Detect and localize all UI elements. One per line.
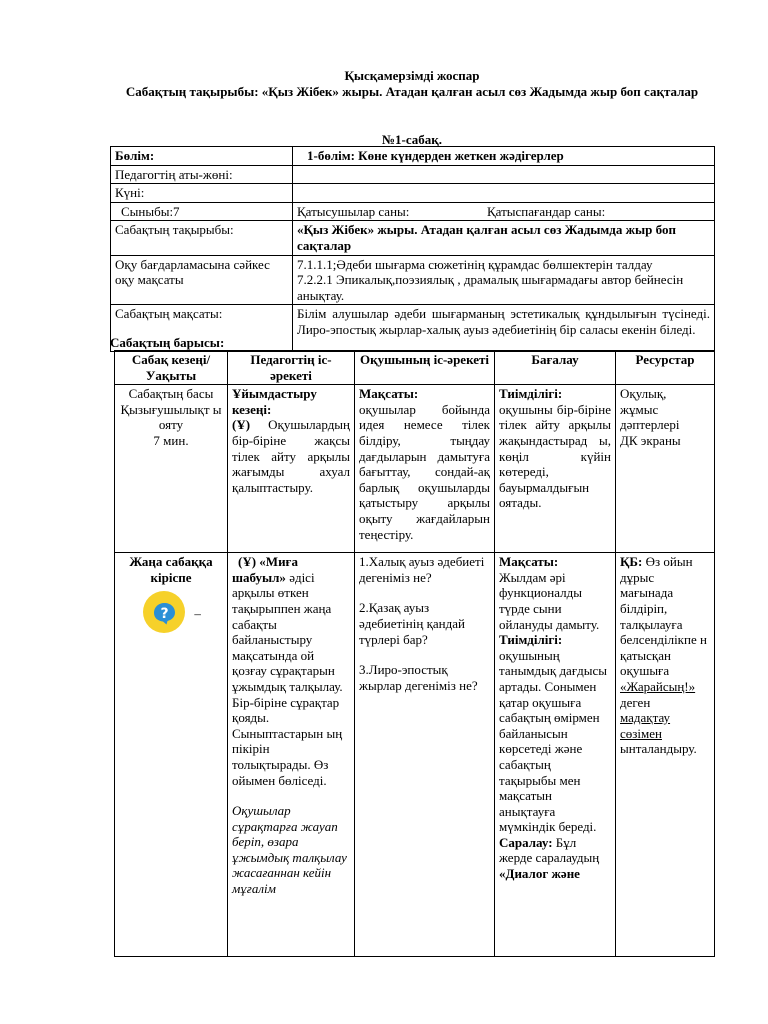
stage-cell xyxy=(115,553,228,957)
stage-time: 7 мин. xyxy=(153,432,189,448)
class-label: Сыныбы:7 xyxy=(111,202,293,221)
col-header-stage: Сабақ кезеңі/Уақыты xyxy=(115,351,228,385)
present-count-label: Қатысушылар саны: xyxy=(297,203,410,219)
assessment-goal-text: Жылдам әрі функционалды түрде сыни ойлануды дамыту. xyxy=(499,569,600,632)
col-header-student: Оқушының іс-әрекеті xyxy=(355,351,495,385)
student-activity-cell xyxy=(355,385,495,553)
assessment-goal-heading: Мақсаты: xyxy=(499,554,559,570)
teacher-text: Оқушылардың бір-біріне жақсы тілек айту арқылы жағымды ахуал қалыптастыру. xyxy=(232,417,350,495)
progress-title: Сабақтың барысы: xyxy=(110,335,225,350)
info-table xyxy=(110,146,715,352)
progress-header-row xyxy=(115,351,715,385)
teacher-method: «Миға шабуыл» xyxy=(232,554,298,585)
objective-2: 7.2.2.1 Эпикалық,поэзиялық , драмалық шығармадағы автор бейнесін анықтау. xyxy=(297,272,684,303)
topic-value: «Қыз Жібек» жыры. Атадан қалған асыл сөз Жадымда жыр боп сақталар xyxy=(293,221,715,255)
question-icon xyxy=(141,589,187,639)
resource-workbook: жұмыс дәптерлері xyxy=(620,401,680,433)
stage-dash: – xyxy=(194,606,201,622)
formative-text-3: ынталандыру. xyxy=(620,741,697,757)
resources-cell xyxy=(616,553,715,957)
table-row xyxy=(115,553,715,957)
praise-word: «Жарайсың!» xyxy=(620,678,696,694)
col-header-resources: Ресурстар xyxy=(616,351,715,385)
stage-icon-wrap xyxy=(119,589,223,639)
teacher-name-label: Педагогтің аты-жөні: xyxy=(111,165,293,184)
stage-interest: Қызығушылықт ы ояту xyxy=(120,401,222,433)
svg-text:?: ? xyxy=(160,606,169,623)
resource-screen: ДК экраны xyxy=(620,432,681,448)
stage-start: Сабақтың басы xyxy=(128,386,214,402)
stage-cell xyxy=(115,385,228,553)
teacher-name-value xyxy=(293,165,715,184)
assessment-diff-text: Бұл жерде саралаудың xyxy=(499,834,600,866)
assessment-cell xyxy=(495,553,616,957)
objectives-value xyxy=(293,255,715,305)
col-header-assessment: Бағалау xyxy=(495,351,616,385)
assessment-effect-heading: Тиімділігі: xyxy=(499,632,563,648)
col-header-teacher: Педагогтің іс-әрекеті xyxy=(228,351,355,385)
student-heading: Мақсаты: xyxy=(359,386,419,402)
student-text: оқушылар бойында идея немесе тілек білдіру, тыңдау дағдыларын дамытуға бағыттау, сондай-ақ барлық оқушыларды қатыстыру арқылы оқыту жағдайларын теңестіру. xyxy=(359,401,490,542)
stage-intro: Жаңа сабаққа кіріспе xyxy=(129,554,213,585)
teacher-text: әдісі арқылы өткен тақырыппен жаңа сабақты байланыстыру мақсатында ой қозғау сұрақтарын ұжымдық талқылау. Бір-біріне сұрақтар қояды. Сыныптастарын ың пікірін толықтырады. Өз ойымен бөліседі. xyxy=(232,569,343,788)
date-label: Күні: xyxy=(111,184,293,203)
objective-1: 7.1.1.1;Әдеби шығарма сюжетінің құрамдас бөлшектерін талдау xyxy=(297,256,653,272)
assessment-heading: Тиімділігі: xyxy=(499,386,563,402)
date-value xyxy=(293,184,715,203)
assessment-effect-text: оқушының танымдық дағдысы артады. Сонымен қатар оқушыға сабақтың өмірмен байланысын көрсетеді және сабақтың тақырыбы мен мақсатын анықтауға мүмкіндік береді. xyxy=(499,647,608,835)
question-3: 3.Лиро-эпостық жырлар дегеніміз не? xyxy=(359,662,478,693)
resources-cell xyxy=(616,385,715,553)
topic-label: Сабақтың тақырыбы: xyxy=(111,221,293,255)
formative-text-2: деген xyxy=(620,694,651,710)
student-activity-cell xyxy=(355,553,495,957)
section-label: Бөлім: xyxy=(111,147,293,166)
goal-label: Сабақтың мақсаты: xyxy=(111,305,293,352)
question-2: 2.Қазақ ауыз әдебиетінің қандай түрлері бар? xyxy=(359,600,465,647)
assessment-text: оқушыны бір-біріне тілек айту арқылы жақындастырад ы, көңіл күйін көтереді, бауырмалдығын оятады. xyxy=(499,401,611,511)
teacher-activity-cell xyxy=(228,385,355,553)
resource-textbook: Оқулық, xyxy=(620,386,667,402)
teacher-activity-cell xyxy=(228,553,355,957)
absent-count-label: Қатыспағандар саны: xyxy=(487,203,606,219)
section-value: 1-бөлім: Көне күндерден жеткен жәдігерлер xyxy=(293,147,715,166)
document-topic: Сабақтың тақырыбы: «Қыз Жібек» жыры. Атадан қалған асыл сөз Жадымда жыр боп сақталар xyxy=(125,84,699,99)
progress-table xyxy=(114,350,715,957)
teacher-heading: Ұйымдастыру кезеңі: xyxy=(232,386,317,417)
table-row xyxy=(115,385,715,553)
formative-text: Өз ойын дұрыс мағынада білдіріп, талқылауға белсенділікпе н қатысқан оқушыға xyxy=(620,554,707,679)
teacher-italic-note: Оқушылар сұрақтарға жауап беріп, өзара ұжымдық талқылау жасағаннан кейін мұғалім xyxy=(232,803,347,897)
teacher-mark: (Ұ) xyxy=(238,554,257,570)
objectives-label: Оқу бағдарламасына сәйкес оқу мақсаты xyxy=(111,255,293,305)
assessment-cell xyxy=(495,385,616,553)
document-title: Қысқамерзімді жоспар xyxy=(344,68,480,83)
teacher-mark: (Ұ) xyxy=(232,417,251,433)
formative-label: ҚБ: xyxy=(620,554,643,570)
praise-underlined: мадақтау сөзімен xyxy=(620,710,671,741)
question-1: 1.Халық ауыз әдебиеті дегеніміз не? xyxy=(359,554,485,585)
assessment-diff-method: «Диалог және xyxy=(499,866,580,882)
lesson-number: №1-сабақ. xyxy=(381,132,443,147)
attendance-cell xyxy=(293,202,715,221)
assessment-diff-heading: Саралау: xyxy=(499,834,553,850)
goal-value: Білім алушылар әдеби шығарманың эстетикалық құндылығын түсінеді. Лиро-эпостық жырлар-халық ауыз әдебиетінің бір саласы екенін біледі. xyxy=(293,305,715,352)
